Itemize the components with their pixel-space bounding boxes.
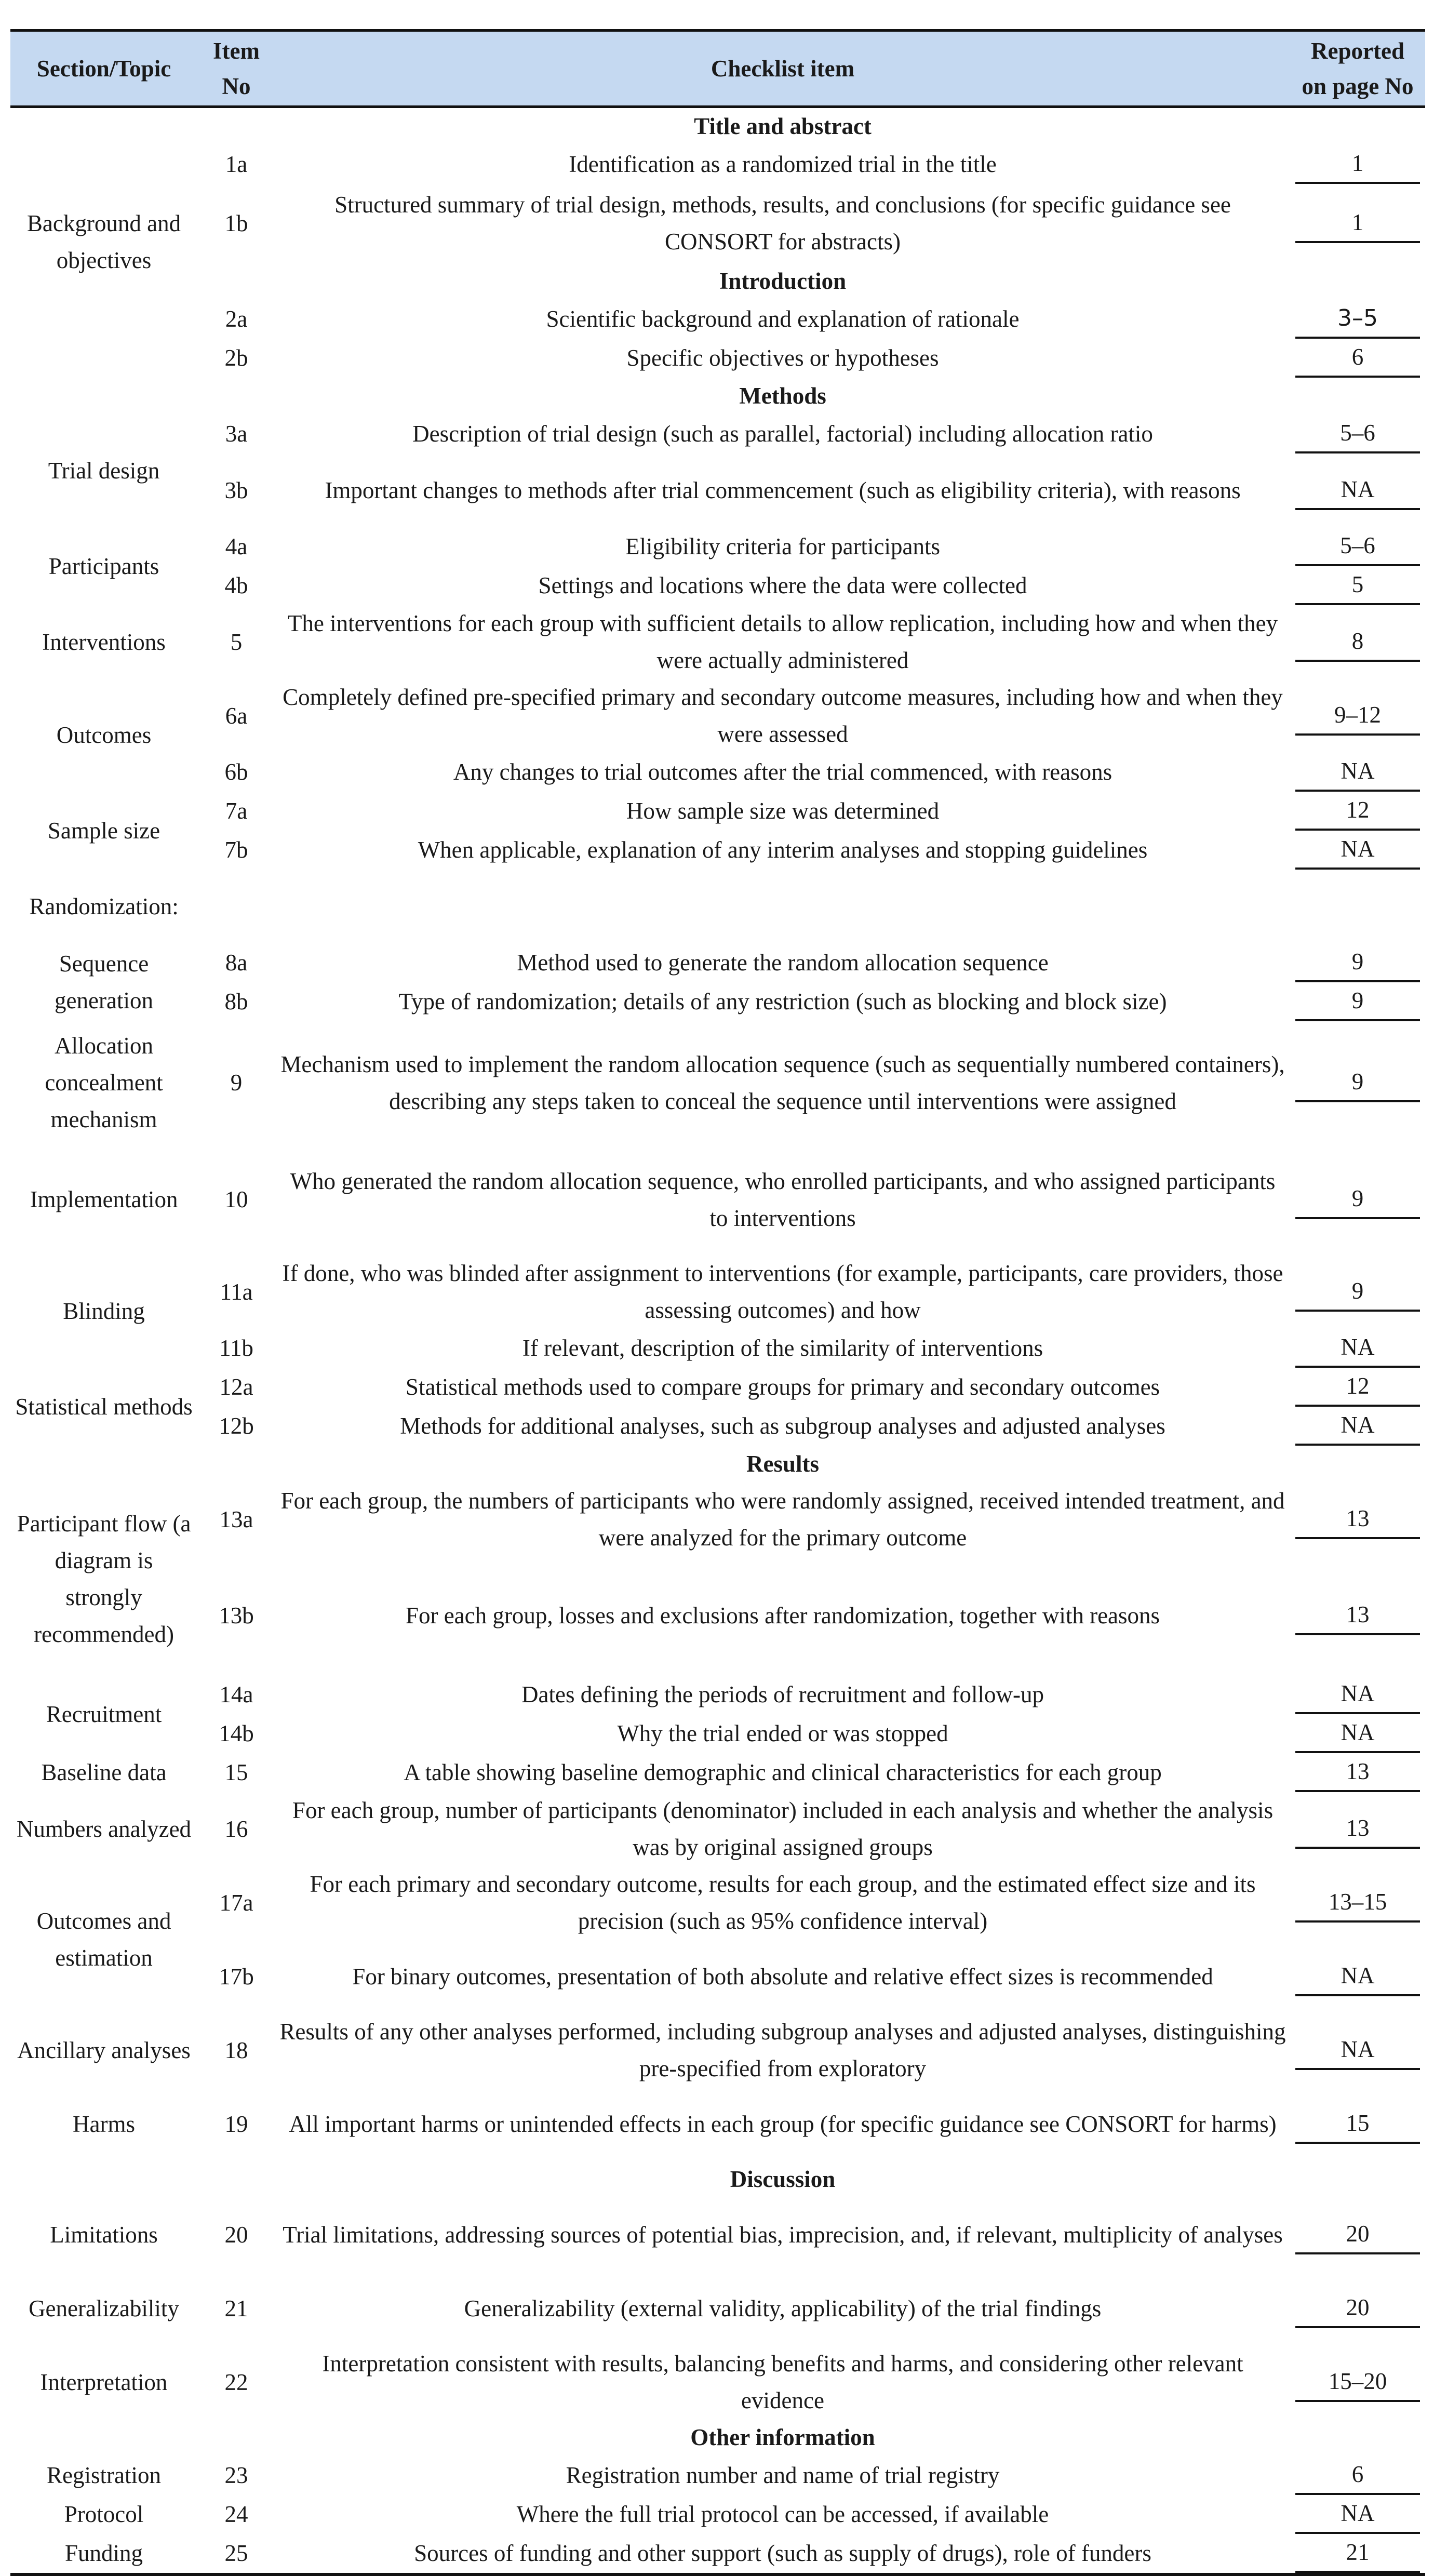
reported-page-number: NA [1295, 1714, 1420, 1753]
item-number: 6b [224, 759, 248, 785]
reported-page-number: 13 [1295, 1500, 1420, 1539]
checklist-item-text: Description of trial design (such as parallel, factorial) including allocation ratio [412, 421, 1153, 447]
section-topic-cell: Statistical methods [15, 1393, 193, 1420]
reported-page-number: 9 [1295, 943, 1420, 982]
reported-page-number: 20 [1295, 2215, 1420, 2254]
item-number: 2a [225, 306, 248, 332]
section-topic-cell: Interventions [42, 629, 166, 655]
checklist-item-text: Statistical methods used to compare groups for primary and secondary outcomes [405, 1374, 1160, 1400]
reported-page-number: 6 [1295, 2456, 1420, 2495]
checklist-item-text: Important changes to methods after trial commencement (such as eligibility criteria), with reasons [325, 477, 1241, 503]
item-number: 14a [219, 1681, 253, 1707]
reported-page-cell [1290, 184, 1425, 263]
reported-page-cell [1290, 943, 1425, 982]
checklist-item-text: Sources of funding and other support (such as supply of drugs), role of funders [275, 2534, 1290, 2574]
reported-page-number: 20 [1295, 2289, 1420, 2328]
table-row [10, 1866, 1425, 1940]
reported-page-cell [1290, 1329, 1425, 1368]
item-number [197, 2419, 275, 2456]
section-topic-empty [10, 1446, 197, 1483]
header-row [10, 31, 1425, 107]
reported-page-cell [1290, 107, 1425, 145]
table-row [10, 870, 1425, 943]
reported-page-number: 15–20 [1295, 2363, 1420, 2402]
checklist-item-text: Method used to generate the random allocation sequence [517, 950, 1049, 976]
item-number: 18 [224, 2037, 248, 2063]
reported-page-number: 9 [1295, 982, 1420, 1021]
reported-page-cell [1290, 679, 1425, 753]
checklist-item-text: A table showing baseline demographic and clinical characteristics for each group [404, 1759, 1162, 1785]
item-number: 22 [224, 2369, 248, 2395]
reported-page-cell [1290, 1368, 1425, 1407]
item-number: 2b [224, 345, 248, 371]
item-number: 9 [230, 1070, 243, 1096]
reported-page-cell [1290, 1255, 1425, 1329]
table-row [10, 2198, 1425, 2272]
item-number: 21 [224, 2295, 248, 2321]
section-heading: Other information [690, 2424, 875, 2450]
item-number: 6a [225, 702, 248, 729]
section-topic-cell: Participants [48, 553, 159, 579]
reported-page-number: 5–6 [1295, 415, 1420, 453]
reported-page-number: NA [1295, 2031, 1420, 2070]
checklist-item-text: Specific objectives or hypotheses [626, 345, 939, 371]
section-heading-row [10, 1446, 1425, 1483]
reported-page-number: 3–5 [1295, 300, 1420, 339]
item-number: 14b [219, 1720, 254, 1746]
reported-page-cell [1290, 1556, 1425, 1675]
item-number: 8a [225, 950, 248, 976]
item-number [197, 378, 275, 415]
table-row [10, 1675, 1425, 1714]
section-topic-empty [10, 107, 197, 145]
table-row [10, 2272, 1425, 2345]
section-topic-cell: Baseline data [41, 1759, 167, 1785]
item-number: 4b [224, 572, 248, 598]
item-number: 1b [224, 210, 248, 236]
header-reported-page [1290, 31, 1425, 107]
item-number: 10 [224, 1186, 248, 1212]
section-topic-cell: Limitations [50, 2221, 158, 2248]
item-number: 11b [219, 1335, 253, 1361]
section-topic-cell: Outcomes and estimation [36, 1908, 171, 1971]
table-row [10, 2456, 1425, 2495]
checklist-item-text: Dates defining the periods of recruitment and follow-up [521, 1681, 1044, 1707]
table-row [10, 1021, 1425, 1144]
section-topic-cell: Implementation [30, 1186, 178, 1212]
checklist-item-text: For binary outcomes, presentation of both absolute and relative effect sizes is recommended [352, 1963, 1213, 1990]
reported-page-cell [1290, 1940, 1425, 2013]
header-checklist-item: Checklist item [275, 31, 1290, 107]
item-number: 1a [225, 151, 248, 177]
checklist-item-text: Mechanism used to implement the random allocation sequence (such as sequentially numbered containers), describing any steps taken to conceal the sequence until interventions were assigned [280, 1051, 1285, 1114]
item-number: 24 [224, 2501, 248, 2527]
checklist-item-text: Type of randomization; details of any restriction (such as blocking and block size) [398, 989, 1167, 1015]
reported-page-cell [1290, 1021, 1425, 1144]
section-topic-cell: Trial design [48, 458, 160, 484]
table-row [10, 1368, 1425, 1407]
reported-page-cell [1290, 2456, 1425, 2495]
checklist-item-text: Methods for additional analyses, such as subgroup analyses and adjusted analyses [400, 1413, 1165, 1439]
item-number: 8b [224, 989, 248, 1015]
reported-page-number: 13 [1295, 1810, 1420, 1849]
section-heading: Introduction [719, 268, 847, 294]
item-number: 7a [225, 798, 248, 824]
table-row [10, 453, 1425, 527]
section-heading-row [10, 263, 1425, 300]
reported-page-number: NA [1295, 2495, 1420, 2534]
table-row [10, 1714, 1425, 1753]
reported-page-cell [1290, 566, 1425, 605]
section-heading-row [10, 2161, 1425, 2198]
reported-page-cell [1290, 415, 1425, 453]
header-item-no-line2: No [222, 73, 251, 99]
table-row [10, 1407, 1425, 1446]
reported-page-number: NA [1295, 1957, 1420, 1996]
section-heading: Title and abstract [694, 113, 872, 139]
reported-page-number: 5–6 [1295, 527, 1420, 566]
table-row [10, 2013, 1425, 2087]
reported-page-number: 6 [1295, 339, 1420, 378]
reported-page-cell [1290, 1483, 1425, 1556]
checklist-item-text: Registration number and name of trial registry [566, 2462, 1000, 2488]
table-row [10, 1753, 1425, 1792]
item-number: 15 [224, 1759, 248, 1785]
checklist-item-text: For each group, losses and exclusions after randomization, together with reasons [405, 1603, 1160, 1629]
reported-page-number: 9 [1295, 1273, 1420, 1312]
table-row [10, 1556, 1425, 1675]
item-number: 13b [219, 1603, 254, 1629]
reported-page-cell [1290, 1792, 1425, 1866]
checklist-item-text: Generalizability (external validity, applicability) of the trial findings [464, 2295, 1102, 2321]
checklist-item-text [275, 870, 1290, 943]
item-number: 3a [225, 421, 248, 447]
reported-page-cell [1290, 145, 1425, 184]
table-row [10, 1792, 1425, 1866]
table-row [10, 982, 1425, 1021]
reported-page-cell [1290, 1675, 1425, 1714]
reported-page-cell [1290, 2345, 1425, 2419]
checklist-item-text: All important harms or unintended effects in each group (for specific guidance see CONSORT for harms) [289, 2111, 1277, 2137]
section-topic-empty [10, 2161, 197, 2198]
section-topic-cell: Interpretation [40, 2369, 168, 2395]
table-row [10, 1255, 1425, 1329]
reported-page-cell [1290, 753, 1425, 792]
table-row [10, 527, 1425, 566]
checklist-body [10, 107, 1425, 2575]
section-heading-row [10, 107, 1425, 145]
reported-page-cell [1290, 792, 1425, 831]
reported-page-cell [1290, 300, 1425, 339]
checklist-item-text: For each primary and secondary outcome, results for each group, and the estimated effect size and its precision (such as 95% confidence interval) [310, 1871, 1256, 1934]
reported-page-cell [1290, 1144, 1425, 1255]
item-number: 12a [219, 1374, 253, 1400]
table-row [10, 831, 1425, 870]
reported-page-cell [1290, 1753, 1425, 1792]
reported-page-number: NA [1295, 753, 1420, 792]
reported-page-number: 21 [1295, 2534, 1420, 2573]
table-row [10, 566, 1425, 605]
reported-page-number: 15 [1295, 2105, 1420, 2144]
section-topic-empty [10, 300, 197, 339]
header-item-no [197, 31, 275, 107]
checklist-item-text: Completely defined pre-specified primary and secondary outcome measures, including how and when they were assessed [283, 684, 1283, 747]
table-row [10, 2087, 1425, 2161]
reported-page-cell [1290, 527, 1425, 566]
reported-page-cell [1290, 378, 1425, 415]
reported-page-cell [1290, 831, 1425, 870]
item-number: 7b [224, 837, 248, 863]
checklist-item-text: Interpretation consistent with results, balancing benefits and harms, and considering other relevant evidence [322, 2351, 1243, 2413]
header-reported-line2: on page No [1302, 73, 1414, 99]
reported-page-cell [1290, 339, 1425, 378]
item-number [197, 263, 275, 300]
table-row [10, 2345, 1425, 2419]
checklist-item-text: Results of any other analyses performed, including subgroup analyses and adjusted analyses, distinguishing pre-specified from exploratory [279, 2019, 1286, 2081]
item-number: 19 [224, 2111, 248, 2137]
item-number: 5 [230, 629, 243, 655]
checklist-item-text: If done, who was blinded after assignment to interventions (for example, participants, care providers, those assessing outcomes) and how [282, 1260, 1283, 1323]
checklist-item-text: The interventions for each group with sufficient details to allow replication, including how and when they were actually administered [287, 610, 1278, 673]
table-row [10, 679, 1425, 753]
reported-page-cell [1290, 2013, 1425, 2087]
section-heading-row [10, 2419, 1425, 2456]
section-topic-cell: Outcomes [56, 722, 152, 748]
reported-page-cell [1290, 2495, 1425, 2534]
item-number: 16 [224, 1816, 248, 1842]
table-row [10, 792, 1425, 831]
reported-page-number: NA [1295, 831, 1420, 870]
section-topic-cell: Sample size [47, 817, 160, 844]
reported-page-number: 9 [1295, 1180, 1420, 1219]
checklist-item-text: For each group, the numbers of participants who were randomly assigned, received intended treatment, and were analyzed for the primary outcome [280, 1488, 1285, 1551]
header-reported-line1: Reported [1311, 38, 1404, 64]
reported-page-cell [1290, 1866, 1425, 1940]
checklist-item-text: For each group, number of participants (denominator) included in each analysis and whether the analysis was by original assigned groups [292, 1797, 1274, 1860]
reported-page-cell [1290, 605, 1425, 679]
item-number: 17a [219, 1889, 253, 1916]
section-heading: Discussion [730, 2166, 836, 2192]
section-topic-cell: Blinding [63, 1298, 145, 1324]
section-topic-cell: Registration [47, 2462, 161, 2488]
item-number: 4a [225, 533, 248, 559]
reported-page-number: 13 [1295, 1596, 1420, 1635]
section-heading-row [10, 378, 1425, 415]
table-row [10, 1483, 1425, 1556]
section-heading: Results [746, 1451, 819, 1477]
item-number [197, 2161, 275, 2198]
reported-page-number: 9–12 [1295, 697, 1420, 736]
item-number: 13a [219, 1506, 253, 1532]
reported-page-number: 13 [1295, 1753, 1420, 1792]
section-topic-cell: Funding [10, 2534, 197, 2574]
reported-page-cell [1290, 1714, 1425, 1753]
table-row [10, 339, 1425, 378]
item-number: 12b [219, 1413, 254, 1439]
checklist-item-text: Eligibility criteria for participants [625, 533, 941, 559]
reported-page-number: 13–15 [1295, 1884, 1420, 1923]
item-number: 3b [224, 477, 248, 503]
section-topic-empty [10, 2419, 197, 2456]
checklist-item-text: Where the full trial protocol can be accessed, if available [516, 2501, 1049, 2527]
checklist-item-text: Structured summary of trial design, methods, results, and conclusions (for specific guidance see CONSORT for abstracts) [334, 192, 1231, 255]
section-topic-cell: Participant flow (a diagram is strongly recommended) [17, 1510, 191, 1647]
section-topic-cell: Randomization: [29, 893, 179, 919]
table-row [10, 2534, 1425, 2574]
table-row [10, 753, 1425, 792]
checklist-item-text: If relevant, description of the similarity of interventions [522, 1335, 1043, 1361]
section-topic-empty [10, 378, 197, 415]
reported-page-cell [1290, 2161, 1425, 2198]
section-topic-cell: Protocol [64, 2501, 144, 2527]
section-topic-cell: Generalizability [29, 2295, 179, 2321]
reported-page-number: 12 [1295, 792, 1420, 831]
table-row [10, 2495, 1425, 2534]
table-row [10, 300, 1425, 339]
checklist-item-text: Scientific background and explanation of rationale [546, 306, 1020, 332]
section-topic-cell: Ancillary analyses [17, 2037, 191, 2063]
reported-page-cell [1290, 2272, 1425, 2345]
section-heading: Methods [739, 383, 826, 409]
checklist-item-text: Any changes to trial outcomes after the trial commenced, with reasons [453, 759, 1113, 785]
item-number: 17b [219, 1963, 254, 1990]
reported-page-number: NA [1295, 1407, 1420, 1446]
reported-page-number: 1 [1295, 145, 1420, 184]
reported-page-cell [1290, 2198, 1425, 2272]
checklist-item-text: Identification as a randomized trial in the title [569, 151, 997, 177]
reported-page-cell [1290, 870, 1425, 943]
item-number: 23 [224, 2462, 248, 2488]
section-topic-cell: Numbers analyzed [16, 1816, 192, 1842]
reported-page-cell [1290, 1446, 1425, 1483]
checklist-item-text: Trial limitations, addressing sources of potential bias, imprecision, and, if relevant, multiplicity of analyses [283, 2221, 1283, 2248]
table-row [10, 1144, 1425, 1255]
checklist-item-text: Why the trial ended or was stopped [617, 1720, 948, 1746]
item-number [197, 107, 275, 145]
reported-page-cell [1290, 982, 1425, 1021]
section-topic-cell: Recruitment [46, 1701, 162, 1727]
section-topic-empty [10, 145, 197, 184]
table-row [10, 605, 1425, 679]
consort-checklist-table [10, 29, 1425, 2576]
section-topic-cell: Harms [73, 2111, 135, 2137]
checklist-item-text: Settings and locations where the data were collected [538, 572, 1027, 598]
header-section-topic: Section/Topic [10, 31, 197, 107]
item-number [197, 1446, 275, 1483]
table-row [10, 184, 1425, 263]
reported-page-number: 5 [1295, 566, 1420, 605]
reported-page-number: 12 [1295, 1368, 1420, 1407]
table-row [10, 1940, 1425, 2013]
item-number: 20 [224, 2221, 248, 2248]
section-topic-cell: Allocation concealment mechanism [45, 1033, 163, 1132]
reported-page-cell [1290, 2419, 1425, 2456]
table-row [10, 943, 1425, 982]
reported-page-cell [1290, 453, 1425, 527]
section-topic-cell: Background and objectives [26, 210, 181, 273]
section-topic-cell: Sequence generation [55, 951, 153, 1013]
checklist-item-text: How sample size was determined [626, 798, 940, 824]
header-item-no-line1: Item [213, 38, 260, 64]
reported-page-cell [1290, 2087, 1425, 2161]
table-row [10, 415, 1425, 453]
table-row [10, 1329, 1425, 1368]
item-number [197, 870, 275, 943]
item-number: 11a [220, 1278, 253, 1305]
reported-page-number: 9 [1295, 1063, 1420, 1102]
reported-page-number: 1 [1295, 204, 1420, 243]
reported-page-number: NA [1295, 471, 1420, 510]
reported-page-number: NA [1295, 1675, 1420, 1714]
reported-page-number: 8 [1295, 623, 1420, 662]
reported-page-number: NA [1295, 1329, 1420, 1368]
reported-page-cell [1290, 1407, 1425, 1446]
section-topic-empty [10, 339, 197, 378]
table-row [10, 145, 1425, 184]
checklist-item-text: Who generated the random allocation sequence, who enrolled participants, and who assigned participants to interventions [290, 1168, 1276, 1231]
checklist-item-text: When applicable, explanation of any interim analyses and stopping guidelines [418, 837, 1148, 863]
reported-page-cell [1290, 2534, 1425, 2574]
reported-page-cell [1290, 263, 1425, 300]
item-number: 25 [197, 2534, 275, 2574]
